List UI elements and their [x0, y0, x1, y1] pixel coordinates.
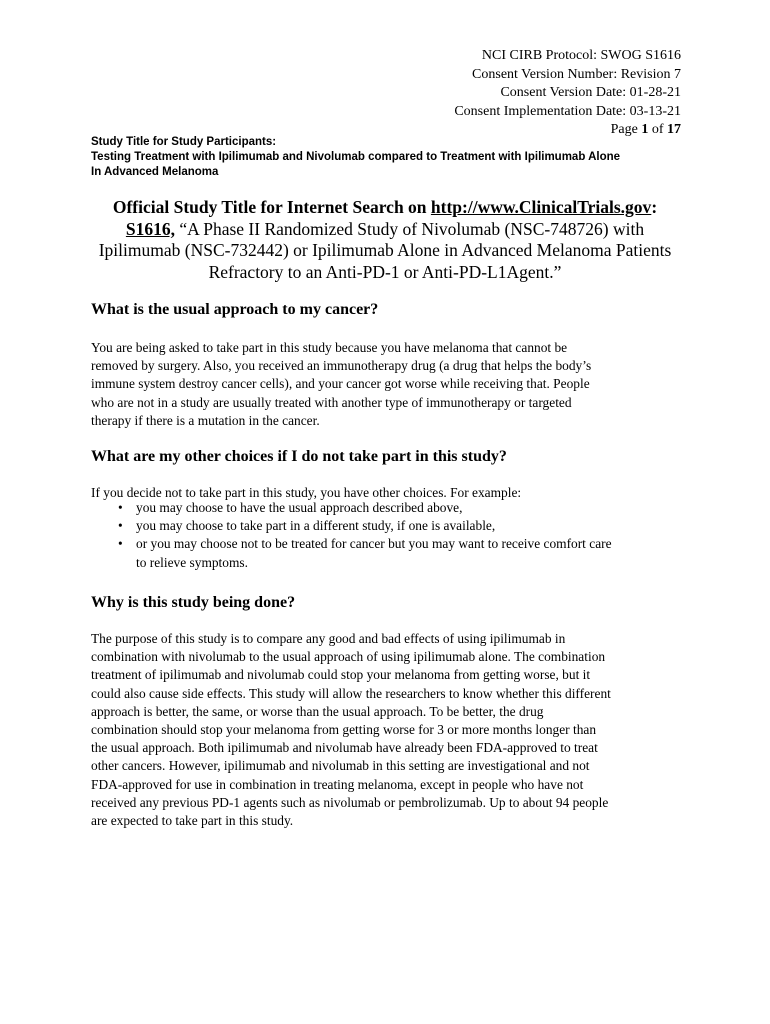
section-heading-usual-approach: What is the usual approach to my cancer? — [91, 301, 379, 318]
study-id: S1616, — [125, 218, 176, 239]
list-item: • you may choose to take part in a different study, if one is available, — [118, 518, 496, 534]
lay-study-title — [91, 135, 620, 180]
other-choices-list — [91, 499, 612, 572]
section-heading-other-choices: What are my other choices if I do not take part in this study? — [91, 448, 507, 465]
clinicaltrials-link[interactable]: http://www.ClinicalTrials.gov — [430, 197, 652, 217]
lay-title-line-1: Testing Treatment with Ipilimumab and Nivolumab compared to Treatment with Ipilimumab Alone — [91, 151, 621, 163]
section-text-why-study: The purpose of this study is to compare any good and bad effects of using ipilimumab in combination with nivolumab to the usual approach of using ipilimumab alone. The combination treatment of ipilimumab and nivolumab could stop your melanoma from getting worse, but it could also cause side effects. This study will allow the researchers to know whether this different approach is better, the same, or worse than the usual approach. To be better, the drug combination should stop your melanoma from getting worse for 3 or more months longer than the usual approach. Both ipilimumab and nivolumab have already been FDA-approved to treat other cancers. However, ipilimumab and nivolumab in this setting are investigational and not FDA-approved for use in combination in treating melanoma, except in people who have not received any previous PD-1 agents such as nivolumab or pembrolizumab. Up to about 94 people are expected to take part in this study. — [91, 631, 611, 829]
official-title-lead: Official Study Title for Internet Search on — [112, 197, 431, 217]
list-item: • you may choose to have the usual approach described above, — [118, 500, 463, 515]
lay-title-label: Study Title for Study Participants: — [91, 136, 277, 148]
consent-implementation-date: Consent Implementation Date: 03-13-21 — [454, 103, 681, 119]
protocol-line: NCI CIRB Protocol: SWOG S1616 — [481, 48, 681, 63]
section-heading-why-study: Why is this study being done? — [91, 594, 296, 611]
consent-version-date: Consent Version Date: 01-28-21 — [500, 85, 681, 100]
lay-title-line-2: In Advanced Melanoma — [91, 166, 219, 178]
official-study-title: Official Study Title for Internet Search on http://www.ClinicalTrials.gov: S1616, “A Phase II Randomized Study of Nivolumab (NSC-748726) with Ipilimumab (NSC-732442) or Ipilimumab Alone in Advanced Melanoma Patients Refractory to an Anti-PD-1 or Anti-PD-L1Agent.” — [98, 197, 672, 282]
page-current: 1 — [641, 122, 649, 137]
list-item: • or you may choose not to be treated for cancer but you may want to receive comfort care to relieve symptoms. — [118, 536, 612, 570]
section-text-usual-approach: You are being asked to take part in this study because you have melanoma that cannot be removed by surgery. Also, you received an immunotherapy drug (a drug that helps the body’s immune system destroy cancer cells), and your cancer got worse while receiving that. People who are not in a study are usually treated with another type of immunotherapy or targeted therapy if there is a mutation in the cancer. — [91, 340, 592, 428]
other-choices-intro: If you decide not to take part in this study, you have other choices. For example: — [91, 485, 522, 500]
document-header — [454, 47, 681, 140]
consent-version-number: Consent Version Number: Revision 7 — [472, 66, 681, 82]
page-number: Page 1 of 17 — [610, 122, 681, 137]
page-total: 17 — [667, 122, 681, 137]
